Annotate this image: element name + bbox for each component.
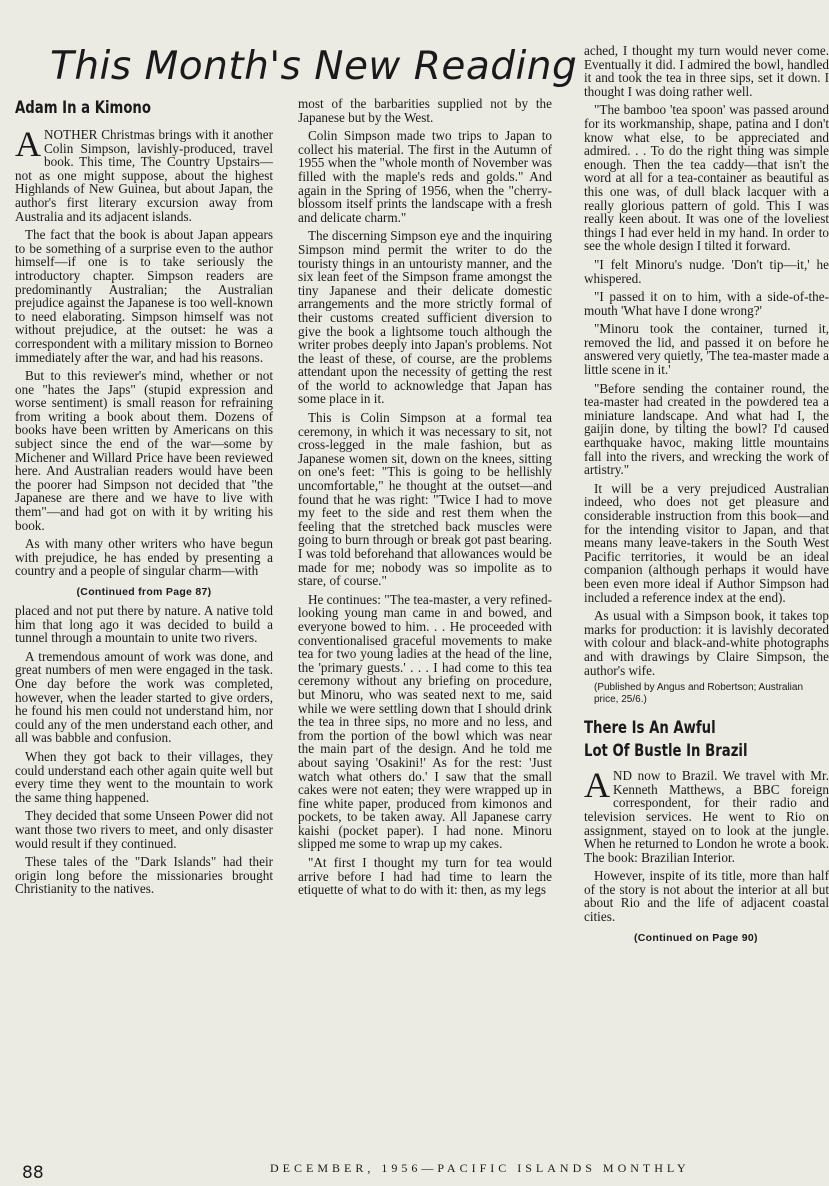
continued-on-note: (Continued on Page 90)	[634, 931, 758, 944]
review1-col3-paragraph-1: ached, I thought my turn would never come. Eventually it did. I admired the bowl, handled it and took the tea in three sips, set it down. I thought I was doing rather well.	[584, 43, 829, 99]
drop-cap: A	[15, 124, 41, 164]
review1-col3-paragraph-3: "I felt Minoru's nudge. 'Don't tip—it,' he whispered.	[584, 256, 829, 286]
review-heading-brazil-line-2: Lot Of Bustle In Brazil	[584, 741, 748, 762]
review2-paragraph-1: AND now to Brazil. We travel with Mr. Kenneth Matthews, a BBC foreign correspondent, for their radio and television services. He went to Rio on assignment, stayed on to look at the jungle. When he returned to London he wrote a book. The book: Brazilian Interior.	[584, 765, 829, 865]
review1-col2-paragraph-6: "At first I thought my turn for tea would arrive before I had had time to learn the etiquette of what to do with it: then, as my legs	[298, 855, 552, 898]
column-1	[15, 0, 273, 901]
review1-col3-paragraph-6: "Before sending the container round, the tea-master had created in the powdered tea a miniature landscape. And what had I, the gaijin done, by tilting the bowl? I'd caused earthquake havoc, making little mountains fall into the rivers, and wrecking the work of artistry."	[584, 380, 829, 478]
review1-col3-paragraph-2: "The bamboo 'tea spoon' was passed around for its workmanship, shape, patina and I don't know what else, to be appreciated and admired. . . To do the right thing was simple enough. Then the tea caddy—that isn't the word at all for a tea-container as beautiful as this one was, of dull black lacquer with a really glorious pattern of gold. This I was really keen about. It was one of the loveliest things I had ever held in my hand. In order to see the whole design I tilted it forward.	[584, 102, 829, 254]
review1-paragraph-4: As with many other writers who have begun with prejudice, he has ended by presenting a country and a people of singular charm—with	[15, 536, 273, 579]
publisher-note: (Published by Angus and Robertson; Australian price, 25/6.)	[594, 682, 804, 706]
review1-col2-paragraph-5: He continues: "The tea-master, a very refined-looking young man came in and bowed, and everyone bowed to him. . . He proceeded with conventionalised graceful movements to make tea for two young ladies at the head of the line, the 'primary guests.' . . . I had come to this tea ceremony without any briefing on procedure, but Minoru, who was seated next to me, said while we were settling down that I should drink the tea in three sips, no more and no less, and from the portion of the bowl which was near the main part of the design. And he told me about saying 'Osakini!' As for the rest: 'Just watch what others do.' I saw that the small cakes were not eaten; they were wrapped up in fine white paper, produced from kimonos and pockets, to be taken away. All Japanese carry kaishi (pocket paper). I had none. Minoru slipped me some to wrap up my cakes.	[298, 591, 552, 852]
review1-paragraph-3: But to this reviewer's mind, whether or not one "hates the Japs" (stupid expression and worse sentiment) is small reason for refraining from writing a book about them. Dozens of books have been written by Americans on this subject since the end of the war—some by Michener and Willard Price have been reviewed here. And Australian readers would have been the poorer had Simpson not decided that "the Japanese are there and we have to live with them"—and had got on with it by writing his book.	[15, 368, 273, 533]
review1-col3-paragraph-7: It will be a very prejudiced Australian indeed, who does not get pleasure and considerable instruction from this book—and for the intending visitor to Japan, and that means many leave-takers in the South West Pacific territories, it would be an ideal companion (although perhaps it would have been even more ideal if Author Simpson had included a reference index at the end).	[584, 480, 829, 605]
footer-text: DECEMBER, 1956—PACIFIC ISLANDS MONTHLY	[270, 1161, 690, 1175]
page-title: This Month's New Reading	[50, 44, 578, 89]
review1-col3-paragraph-4: "I passed it on to him, with a side-of-the-mouth 'What have I done wrong?'	[584, 289, 829, 318]
review2-paragraph-2: However, inspite of its title, more than half of the story is not about the interior at all but about Rio and the life of adjacent coastal cities.	[584, 868, 829, 925]
review1-col2-paragraph-3: The discerning Simpson eye and the inquiring Simpson mind permit the writer to do the touristy things in an untouristy manner, and the six lean feet of the Simpson frame amongst the tiny Japanese and their delicate domestic arrangements and the more strictly formal of their customs created sufficient diversion to give the book a lightsome touch although the writer probes deeply into Japan's problems. Not the least of these, of course, are the problems attendant upon the necessity of getting the rest of the world to acknowledge that Japan has some place in it.	[298, 228, 552, 407]
review1-col2-paragraph-2: Colin Simpson made two trips to Japan to collect his material. The first in the Autumn of 1955 when the "whole month of November was filled with the maple's reds and golds." And again in the Spring of 1956, when the "cherry-blossom itself prints the landscape with a fresh and delicate charm."	[298, 128, 552, 225]
island-paragraph-2: A tremendous amount of work was done, and great numbers of men were engaged in the task. One day before the work was completed, however, when the leader started to give orders, he found his men could not understand him, nor could any of the men understand each other, and all was babble and confusion.	[15, 648, 273, 746]
island-paragraph-3: When they got back to their villages, they could understand each other again quite well but every time they went to the mountain to work the same thing happened.	[15, 748, 273, 805]
drop-cap: A	[584, 765, 610, 806]
review-heading-brazil-line-1: There Is An Awful	[584, 718, 716, 739]
review1-paragraph-2: The fact that the book is about Japan appears to be something of a surprise even to the author himself—if one is to take seriously the introductory chapter. Simpson readers are predominantly Australian; the Australian prejudice against the Japanese is too well-known to need elaborating. Simpson himself was not without prejudice, at the outset: he was a correspondent with a military mission to Borneo immediately after the war, and had his reasons.	[15, 227, 273, 365]
review-heading-adam-in-a-kimono: Adam In a Kimono	[15, 98, 151, 118]
review1-col2-paragraph-1: most of the barbarities supplied not by the Japanese but by the West.	[298, 96, 552, 125]
island-paragraph-5: These tales of the "Dark Islands" had their origin long before the missionaries brought Christianity to the natives.	[15, 854, 273, 897]
island-paragraph-4: They decided that some Unseen Power did not want those two rivers to meet, and only disaster would result if they continued.	[15, 808, 273, 851]
review1-col3-paragraph-5: "Minoru took the container, turned it, removed the lid, and passed it on before he answered very quietly, 'The tea-master made a little scene in it.'	[584, 321, 829, 378]
review1-paragraph-1: ANOTHER Christmas brings with it another Colin Simpson, lavishly-produced, travel book. This time, The Country Upstairs—not as one might suppose, about the highest Highlands of New Guinea, but about Japan, the author's first literary excursion away from Australia and its adjacent islands.	[15, 124, 273, 224]
review1-col3-paragraph-8: As usual with a Simpson book, it takes top marks for production: it is lavishly decorated with colour and black-and-white photographs and with drawings by Claire Simpson, the author's wife.	[584, 608, 829, 678]
review1-col2-paragraph-4: This is Colin Simpson at a formal tea ceremony, in which it was necessary to sit, not cross-legged in the male fashion, but as Japanese women sit, down on the knees, sitting on one's feet: "This is going to be hellishly uncomfortable," he thought at the outset—and found that he was right: "Twice I had to move my feet to the side and rest them when the feeling that the stretched back muscles were going to burn through or break got past bearing. I was told beforehand that allowances would be made for me; nobody was so impolite as to stare, of course."	[298, 410, 552, 589]
page-number: 88	[22, 1163, 44, 1183]
continued-from-note: (Continued from Page 87)	[76, 586, 212, 598]
column-2	[298, 0, 552, 902]
column-3	[584, 0, 829, 1150]
island-paragraph-1: placed and not put there by nature. A native told him that long ago it was decided to build a tunnel through a mountain to unite two rivers.	[15, 603, 273, 646]
